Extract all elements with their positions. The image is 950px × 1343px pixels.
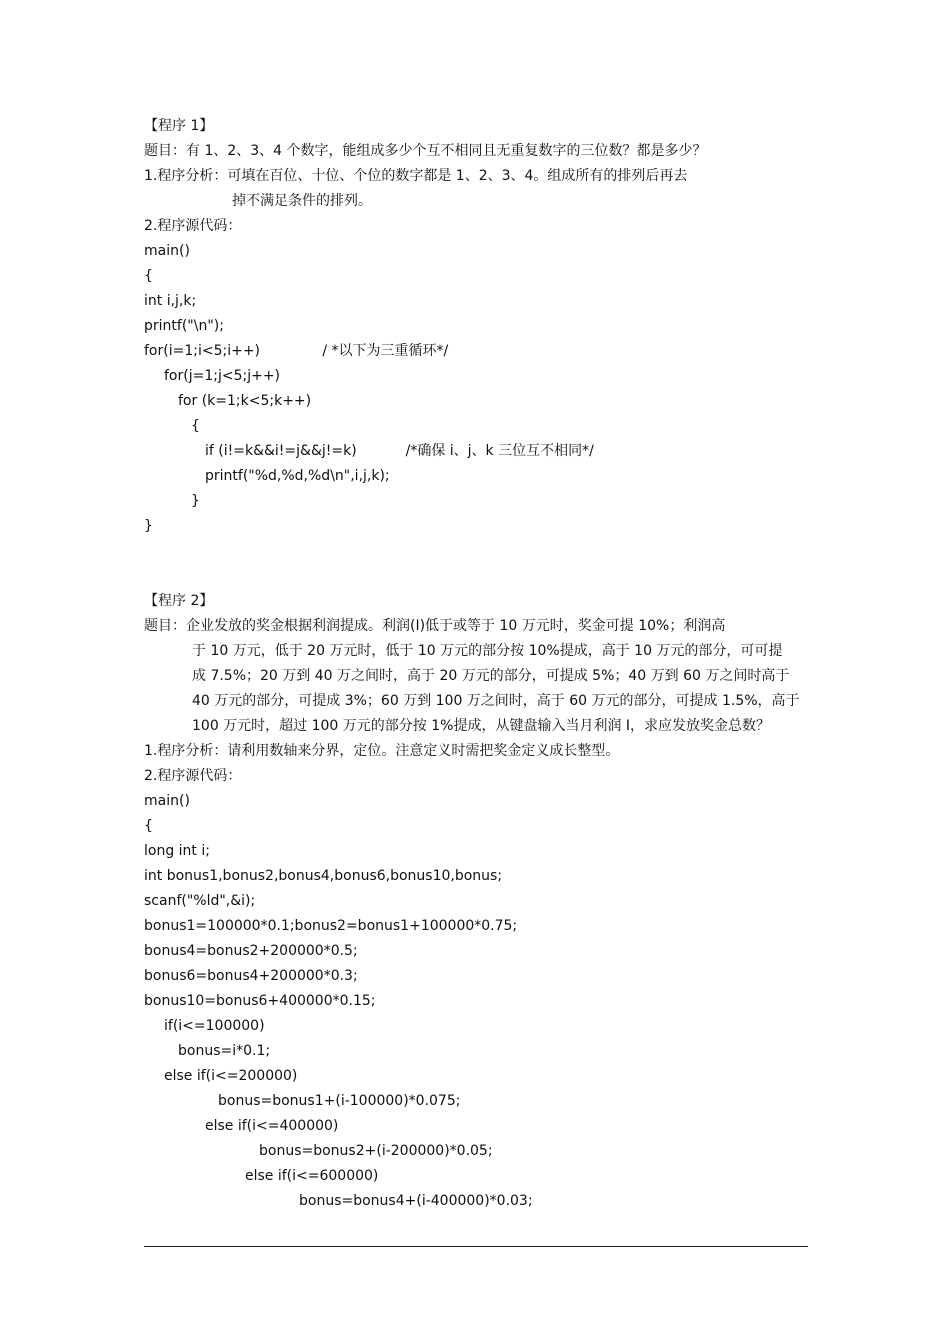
program2-line: 100 万元时，超过 100 万元的部分按 1%提成，从键盘输入当月利润 I，求应发放奖金总数？ [192,718,771,734]
program1-line: } [144,518,153,534]
program-2-body [144,614,808,1214]
program2-line: bonus=i*0.1; [178,1043,271,1059]
program2-line: { [144,818,153,834]
program1-line: 题目：有 1、2、3、4 个数字，能组成多少个互不相同且无重复数字的三位数？都是多少？ [144,143,707,159]
program1-line: for (k=1;k<5;k++) [178,393,312,409]
section-gap [144,539,808,589]
program2-line: main() [144,793,190,809]
program2-line: scanf("%ld",&i); [144,893,256,909]
program1-line: printf("\n"); [144,318,224,334]
program1-line: main() [144,243,190,259]
program2-line: else if(i<=600000) [245,1168,379,1184]
program-1-section [144,114,808,539]
program2-line: bonus=bonus2+(i-200000)*0.05; [259,1143,493,1159]
program1-line: int i,j,k; [144,293,197,309]
program2-line: 40 万元的部分，可提成 3%；60 万到 100 万之间时，高于 60 万元的部分，可提成 1.5%，高于 [192,693,800,709]
program2-line: bonus4=bonus2+200000*0.5; [144,943,358,959]
program1-line: printf("%d,%d,%d\n",i,j,k); [205,468,390,484]
program2-line: long int i; [144,843,210,859]
program2-line: int bonus1,bonus2,bonus4,bonus6,bonus10,bonus; [144,868,503,884]
program1-line: for(i=1;i<5;i++) / *以下为三重循环*/ [144,343,449,359]
program2-line: bonus1=100000*0.1;bonus2=bonus1+100000*0.75; [144,918,518,934]
program1-line: 2.程序源代码： [144,218,242,234]
program1-line: for(j=1;j<5;j++) [164,368,281,384]
program1-line: if (i!=k&&i!=j&&j!=k) /*确保 i、j、k 三位互不相同*/ [205,443,594,459]
program-1-body [144,139,808,539]
program-2-header: 【程序 2】 [144,593,214,609]
program1-line: 1.程序分析：可填在百位、十位、个位的数字都是 1、2、3、4。组成所有的排列后再去 [144,168,688,184]
program1-line: 掉不满足条件的排列。 [232,193,372,209]
document-page [144,114,808,1214]
program1-line: { [144,268,153,284]
program2-line: if(i<=100000) [164,1018,265,1034]
program2-line: else if(i<=400000) [205,1118,339,1134]
program1-line: } [191,493,200,509]
program2-line: 成 7.5%；20 万到 40 万之间时，高于 20 万元的部分，可提成 5%；40 万到 60 万之间时高于 [192,668,790,684]
program2-line: bonus10=bonus6+400000*0.15; [144,993,376,1009]
program-1-header: 【程序 1】 [144,118,214,134]
footer-divider [144,1246,808,1247]
program2-line: 题目：企业发放的奖金根据利润提成。利润(I)低于或等于 10 万元时，奖金可提 10%；利润高 [144,618,726,634]
program2-line: bonus=bonus1+(i-100000)*0.075; [218,1093,461,1109]
program2-line: 1.程序分析：请利用数轴来分界，定位。注意定义时需把奖金定义成长整型。 [144,743,620,759]
program-2-section [144,589,808,1214]
program2-line: else if(i<=200000) [164,1068,298,1084]
program2-line: 2.程序源代码： [144,768,242,784]
program2-line: bonus6=bonus4+200000*0.3; [144,968,358,984]
program2-line: 于 10 万元，低于 20 万元时，低于 10 万元的部分按 10%提成，高于 10 万元的部分，可可提 [192,643,783,659]
program2-line: bonus=bonus4+(i-400000)*0.03; [299,1193,533,1209]
program1-line: { [191,418,200,434]
